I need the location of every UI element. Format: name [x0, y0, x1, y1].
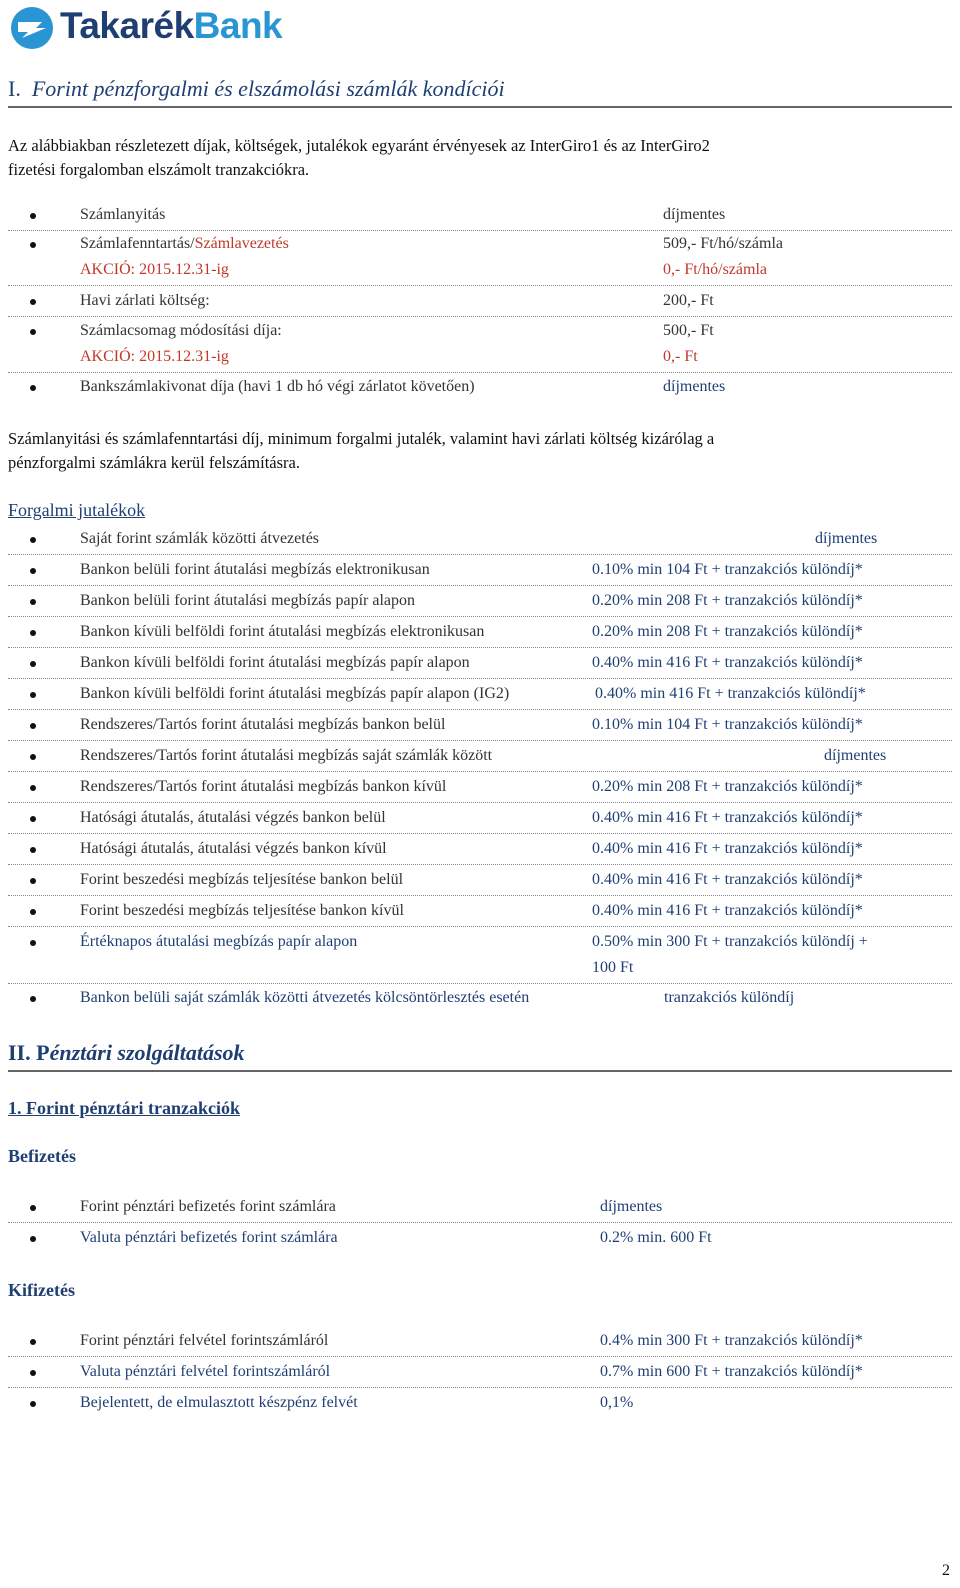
fee-row: Számlafenntartás/Számlavezetés 509,- Ft/hó/számla AKCIÓ: 2015.12.31-ig 0,- Ft/hó/számla — [0, 233, 960, 285]
commission-row: Rendszeres/Tartós forint átutalási megbízás saját számlák között díjmentes — [0, 745, 960, 771]
fee-row: Bankszámlakivonat díja (havi 1 db hó végi zárlatot követően) díjmentes — [0, 376, 960, 402]
kifizetes-heading: Kifizetés — [8, 1280, 75, 1300]
section-2-rule — [8, 1070, 952, 1072]
commission-row: Bankon belüli forint átutalási megbízás elektronikusan 0.10% min 104 Ft + tranzakciós különdíj* — [0, 559, 960, 585]
section-1-title: I. Forint pénzforgalmi és elszámolási számlák kondíciói — [8, 76, 505, 101]
cash-row: Valuta pénztári felvétel forintszámláról 0.7% min 600 Ft + tranzakciós különdíj* — [0, 1361, 960, 1387]
cash-row: Forint pénztári befizetés forint számlára díjmentes — [0, 1196, 960, 1222]
fee-row: Számlacsomag módosítási díja: 500,- Ft AKCIÓ: 2015.12.31-ig 0,- Ft — [0, 320, 960, 372]
commission-row: Bankon kívüli belföldi forint átutalási megbízás papír alapon 0.40% min 416 Ft + tranzakciós különdíj* — [0, 652, 960, 678]
befizetes-heading: Befizetés — [8, 1146, 76, 1166]
logo-wordmark: TakarékBank — [60, 5, 283, 46]
forgalmi-heading: Forgalmi jutalékok — [8, 500, 146, 520]
section-1-rule — [8, 106, 952, 108]
commission-row: Saját forint számlák közötti átvezetés díjmentes — [0, 528, 960, 554]
subsection-title: 1. Forint pénztári tranzakciók — [8, 1098, 240, 1118]
section-2-title: II. Pénztári szolgáltatások — [8, 1040, 245, 1065]
commission-row: Bankon kívüli belföldi forint átutalási megbízás papír alapon (IG2) 0.40% min 416 Ft + tranzakciós különdíj* — [0, 683, 960, 709]
commission-row: Rendszeres/Tartós forint átutalási megbízás bankon kívül 0.20% min 208 Ft + tranzakciós különdíj* — [0, 776, 960, 802]
cash-row: Valuta pénztári befizetés forint számlára 0.2% min. 600 Ft — [0, 1227, 960, 1253]
fee-row: Havi zárlati költség: 200,- Ft — [0, 290, 960, 316]
commission-row: Bankon kívüli belföldi forint átutalási megbízás elektronikusan 0.20% min 208 Ft + tranzakciós különdíj* — [0, 621, 960, 647]
commission-row: Bankon belüli forint átutalási megbízás papír alapon 0.20% min 208 Ft + tranzakciós különdíj* — [0, 590, 960, 616]
commission-row: Hatósági átutalás, átutalási végzés bankon belül 0.40% min 416 Ft + tranzakciós különdíj* — [0, 807, 960, 833]
commission-row: Forint beszedési megbízás teljesítése bankon kívül 0.40% min 416 Ft + tranzakciós különdíj* — [0, 900, 960, 926]
fee-row: Számlanyitás díjmentes — [0, 204, 960, 230]
commission-row: Bankon belüli saját számlák közötti átvezetés kölcsöntörlesztés esetén tranzakciós különdíj — [0, 987, 960, 1013]
note-paragraph: Számlanyitási és számlafenntartási díj, minimum forgalmi jutalék, valamint havi zárlati költség kizárólag a pénzforgalmi számlákra kerül felszámításra. — [8, 429, 715, 472]
commission-row: Forint beszedési megbízás teljesítése bankon belül 0.40% min 416 Ft + tranzakciós különdíj* — [0, 869, 960, 895]
intro-paragraph: Az alábbiakban részletezett díjak, költségek, jutalékok egyaránt érvényesek az InterGiro1 és az InterGiro2 fizetési forgalomban elszámolt tranzakciókra. — [8, 136, 710, 179]
cash-row: Forint pénztári felvétel forintszámláról 0.4% min 300 Ft + tranzakciós különdíj* — [0, 1330, 960, 1356]
commission-row: Hatósági átutalás, átutalási végzés bankon kívül 0.40% min 416 Ft + tranzakciós különdíj* — [0, 838, 960, 864]
cash-row: Bejelentett, de elmulasztott készpénz felvét 0,1% — [0, 1392, 960, 1418]
commission-row: Értéknapos átutalási megbízás papír alapon 0.50% min 300 Ft + tranzakciós különdíj + 100 Ft — [0, 931, 960, 983]
commission-row: Rendszeres/Tartós forint átutalási megbízás bankon belül 0.10% min 104 Ft + tranzakciós különdíj* — [0, 714, 960, 740]
page-number: 2 — [942, 1562, 950, 1579]
